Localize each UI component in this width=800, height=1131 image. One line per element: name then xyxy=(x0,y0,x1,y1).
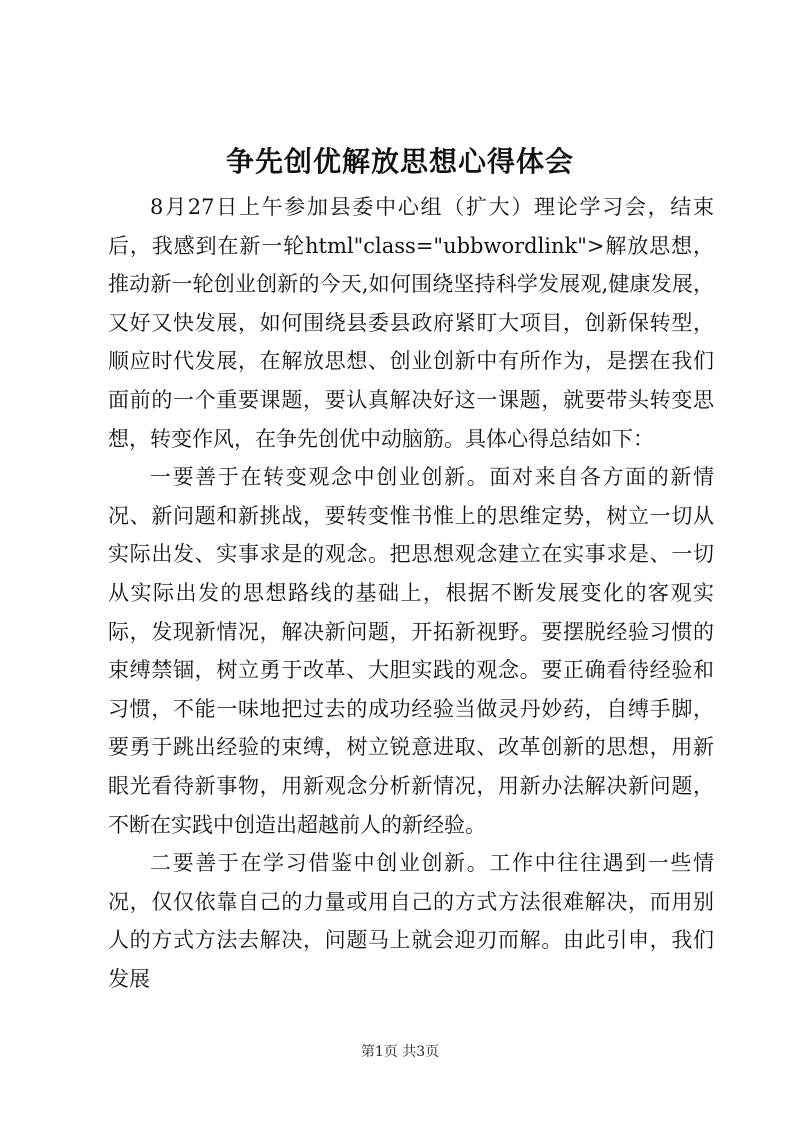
paragraph-point-two: 二要善于在学习借鉴中创业创新。工作中往往遇到一些情况，仅仅依靠自己的力量或用自己的方式方法很难解决，而用别人的方式方法去解决，问题马上就会迎刃而解。由此引申，我们发展 xyxy=(108,851,714,991)
document-title: 争先创优解放思想心得体会 xyxy=(225,145,574,178)
document-body xyxy=(108,188,714,998)
paragraph-intro: 8月27日上午参加县委中心组（扩大）理论学习会，结束后，我感到在新一轮html"class="ubbwordlink">解放思想，推动新一轮创业创新的今天,如何围绕坚持科学发展观,健康发展，又好又快发展，如何围绕县委县政府紧盯大项目，创新保转型，顺应时代发展，在解放思想、创业创新中有所作为，是摆在我们面前的一个重要课题，要认真解决好这一课题，就要带头转变思想，转变作风，在争先创优中动脑筋。具体心得总结如下： xyxy=(108,195,714,451)
page-footer: 第1页 共3页 xyxy=(360,1044,440,1060)
paragraph-point-one: 一要善于在转变观念中创业创新。面对来自各方面的新情况、新问题和新挑战，要转变惟书惟上的思维定势，树立一切从实际出发、实事求是的观念。把思想观念建立在实事求是、一切从实际出发的思想路线的基础上，根据不断发展变化的客观实际，发现新情况，解决新问题，开拓新视野。要摆脱经验习惯的束缚禁锢，树立勇于改革、大胆实践的观念。要正确看待经验和习惯，不能一味地把过去的成功经验当做灵丹妙药，自缚手脚，要勇于跳出经验的束缚，树立锐意进取、改革创新的思想，用新眼光看待新事物，用新观念分析新情况，用新办法解决新问题，不断在实践中创造出超越前人的新经验。 xyxy=(108,465,714,837)
